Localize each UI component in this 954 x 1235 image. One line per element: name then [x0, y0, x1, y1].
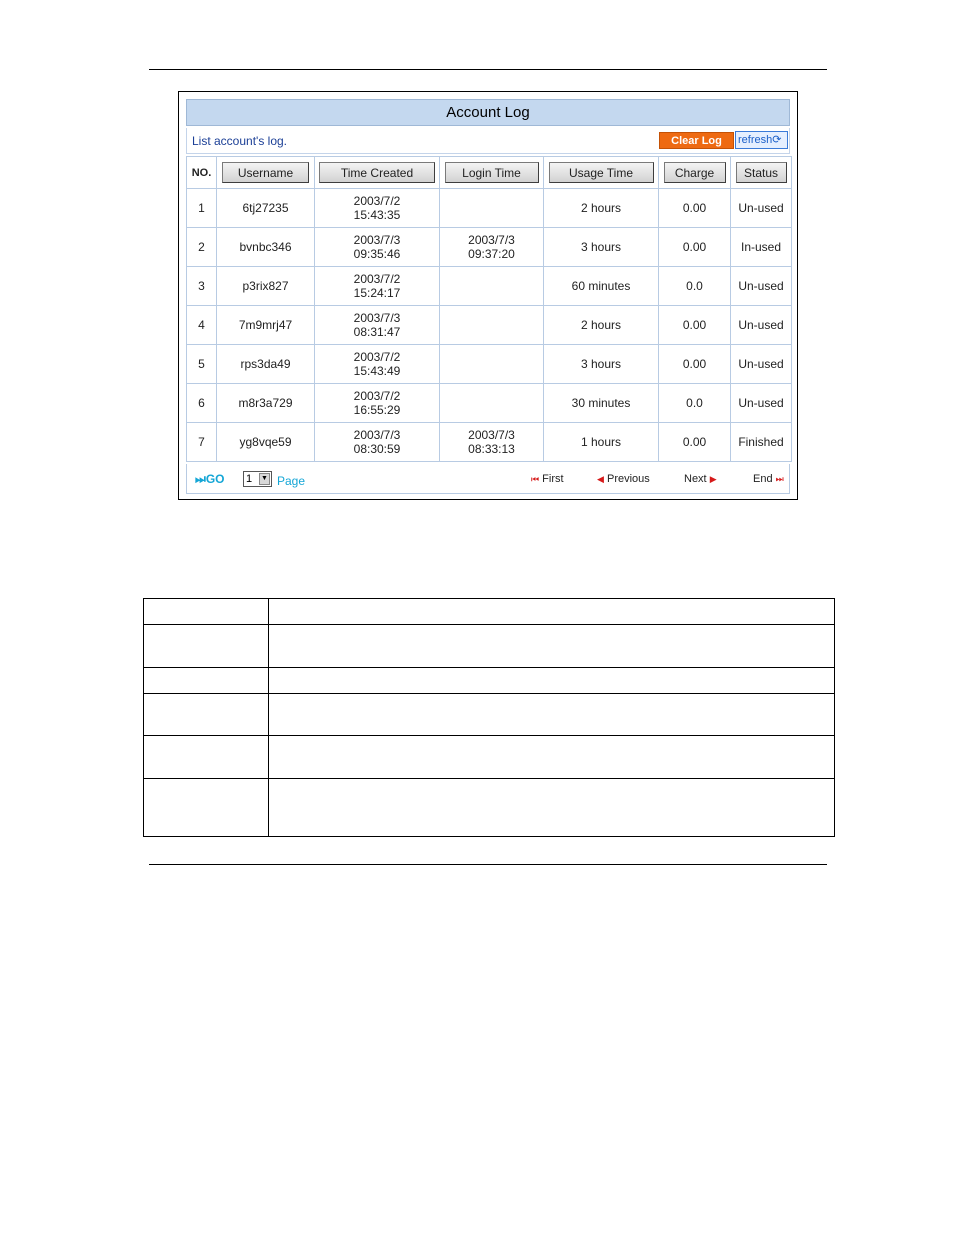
page-select[interactable] — [243, 471, 272, 487]
login-time: 08:33:13 — [468, 442, 515, 456]
cell-status: Un-used — [731, 306, 792, 345]
end-page-icon: ⏭ — [775, 474, 784, 484]
col-header-status — [731, 157, 792, 189]
refresh-label: refresh — [738, 134, 773, 146]
go-icon: ⏭ — [195, 472, 206, 486]
created-time: 15:24:17 — [353, 286, 401, 300]
pagination-bar — [186, 464, 790, 494]
desc-label-cell — [144, 779, 269, 837]
cell-login-time — [440, 384, 544, 423]
clear-log-button[interactable]: Clear Log — [659, 132, 734, 149]
table-row — [187, 345, 792, 384]
previous-page-link[interactable] — [597, 473, 650, 485]
login-date: 2003/7/3 — [468, 428, 515, 442]
cell-usage-time: 3 hours — [544, 228, 659, 267]
cell-no: 2 — [187, 228, 217, 267]
cell-username: rps3da49 — [217, 345, 315, 384]
table-row — [187, 306, 792, 345]
cell-no: 5 — [187, 345, 217, 384]
cell-username: yg8vqe59 — [217, 423, 315, 462]
sort-username-button[interactable]: Username — [222, 162, 309, 183]
next-label: Next — [684, 473, 707, 485]
created-time: 08:30:59 — [353, 442, 401, 456]
sort-charge-button[interactable]: Charge — [664, 162, 726, 183]
col-header-usage-time — [544, 157, 659, 189]
end-page-link[interactable] — [753, 473, 784, 485]
created-date: 2003/7/3 — [353, 233, 401, 247]
go-button[interactable] — [195, 472, 224, 487]
desc-text-cell — [269, 694, 835, 736]
previous-icon: ◀ — [597, 474, 604, 484]
cell-usage-time: 3 hours — [544, 345, 659, 384]
cell-username: 7m9mrj47 — [217, 306, 315, 345]
table-row — [144, 625, 835, 668]
desc-label-cell — [144, 736, 269, 779]
created-date: 2003/7/2 — [353, 350, 401, 364]
cell-usage-time: 2 hours — [544, 306, 659, 345]
next-icon: ▶ — [709, 474, 717, 484]
cell-time-created — [315, 189, 440, 228]
table-row — [144, 668, 835, 694]
created-date: 2003/7/2 — [353, 272, 401, 286]
table-header-row — [187, 157, 792, 189]
cell-charge: 0.00 — [659, 189, 731, 228]
table-row — [144, 736, 835, 779]
cell-time-created — [315, 384, 440, 423]
account-log-panel — [178, 91, 798, 500]
cell-charge: 0.00 — [659, 228, 731, 267]
panel-title: Account Log — [186, 99, 790, 126]
cell-no: 4 — [187, 306, 217, 345]
sort-usage-time-button[interactable]: Usage Time — [549, 162, 654, 183]
cell-status: In-used — [731, 228, 792, 267]
col-header-login-time — [440, 157, 544, 189]
cell-username: p3rix827 — [217, 267, 315, 306]
cell-status: Un-used — [731, 189, 792, 228]
cell-login-time — [440, 267, 544, 306]
previous-label: Previous — [606, 473, 650, 485]
page-select-value: 1 — [246, 473, 253, 485]
created-time: 15:43:35 — [353, 208, 401, 222]
table-row — [144, 779, 835, 837]
first-page-icon: ⏮ — [531, 474, 540, 484]
col-header-charge — [659, 157, 731, 189]
created-date: 2003/7/2 — [353, 389, 401, 403]
cell-username: 6tj27235 — [217, 189, 315, 228]
cell-status: Un-used — [731, 384, 792, 423]
cell-charge: 0.0 — [659, 384, 731, 423]
desc-label-cell — [144, 625, 269, 668]
desc-label-cell — [144, 694, 269, 736]
cell-time-created — [315, 228, 440, 267]
cell-login-time — [440, 306, 544, 345]
table-row — [144, 599, 835, 625]
cell-time-created — [315, 345, 440, 384]
cell-time-created — [315, 423, 440, 462]
desc-text-cell — [269, 625, 835, 668]
cell-username: bvnbc346 — [217, 228, 315, 267]
cell-login-time — [440, 423, 544, 462]
col-header-username — [217, 157, 315, 189]
desc-text-cell — [269, 599, 835, 625]
table-row — [187, 384, 792, 423]
go-label: GO — [205, 472, 225, 486]
refresh-button[interactable] — [735, 131, 788, 149]
created-date: 2003/7/2 — [353, 194, 401, 208]
created-time: 08:31:47 — [353, 325, 401, 339]
cell-no: 3 — [187, 267, 217, 306]
desc-label-cell — [144, 668, 269, 694]
first-page-link[interactable] — [531, 473, 564, 485]
sort-time-created-button[interactable]: Time Created — [319, 162, 435, 183]
cell-time-created — [315, 306, 440, 345]
table-row — [187, 189, 792, 228]
bottom-rule — [149, 864, 827, 865]
refresh-icon: ⟳ — [772, 134, 782, 146]
cell-login-time — [440, 189, 544, 228]
created-time: 16:55:29 — [353, 403, 401, 417]
table-row — [187, 228, 792, 267]
col-header-time-created — [315, 157, 440, 189]
cell-usage-time: 30 minutes — [544, 384, 659, 423]
chevron-down-icon[interactable]: ▼ — [259, 473, 270, 485]
desc-text-cell — [269, 668, 835, 694]
desc-label-cell — [144, 599, 269, 625]
cell-login-time — [440, 345, 544, 384]
desc-text-cell — [269, 779, 835, 837]
cell-usage-time: 2 hours — [544, 189, 659, 228]
cell-no: 1 — [187, 189, 217, 228]
cell-charge: 0.00 — [659, 345, 731, 384]
cell-status: Un-used — [731, 267, 792, 306]
created-date: 2003/7/3 — [353, 428, 401, 442]
cell-status: Un-used — [731, 345, 792, 384]
cell-charge: 0.00 — [659, 306, 731, 345]
cell-username: m8r3a729 — [217, 384, 315, 423]
end-label: End — [753, 473, 773, 485]
table-row — [187, 267, 792, 306]
cell-usage-time: 60 minutes — [544, 267, 659, 306]
cell-time-created — [315, 267, 440, 306]
panel-subtitle: List account's log. — [192, 134, 288, 148]
account-log-table — [186, 156, 792, 462]
cell-login-time — [440, 228, 544, 267]
cell-no: 6 — [187, 384, 217, 423]
cell-usage-time: 1 hours — [544, 423, 659, 462]
cell-no: 7 — [187, 423, 217, 462]
sort-login-time-button[interactable]: Login Time — [445, 162, 539, 183]
sort-status-button[interactable]: Status — [736, 162, 787, 183]
cell-charge: 0.0 — [659, 267, 731, 306]
description-table — [143, 598, 835, 837]
cell-status: Finished — [731, 423, 792, 462]
desc-text-cell — [269, 736, 835, 779]
login-time: 09:37:20 — [468, 247, 515, 261]
table-row — [187, 423, 792, 462]
created-date: 2003/7/3 — [353, 311, 401, 325]
top-rule — [149, 69, 827, 70]
panel-toolbar — [186, 128, 790, 154]
page-label: Page — [277, 474, 306, 488]
first-label: First — [542, 473, 564, 485]
created-time: 09:35:46 — [353, 247, 401, 261]
created-time: 15:43:49 — [353, 364, 401, 378]
next-page-link[interactable] — [684, 473, 717, 485]
cell-charge: 0.00 — [659, 423, 731, 462]
table-row — [144, 694, 835, 736]
login-date: 2003/7/3 — [468, 233, 515, 247]
col-header-no: NO. — [187, 157, 217, 189]
